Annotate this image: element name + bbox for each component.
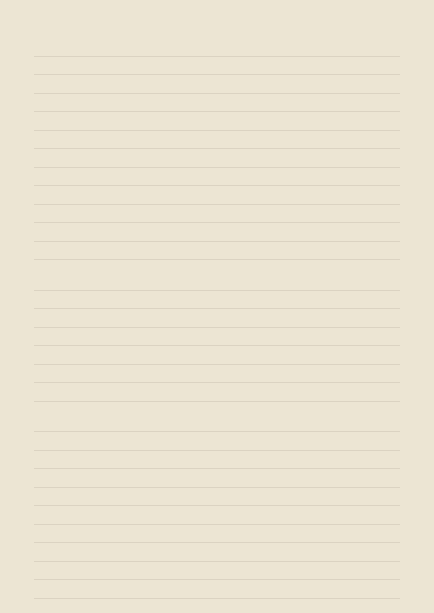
paragraph — [34, 272, 400, 402]
body-text — [34, 38, 400, 599]
text-line — [34, 242, 400, 261]
text-line — [34, 272, 400, 291]
text-line — [34, 383, 400, 402]
text-line — [34, 186, 400, 205]
text-line — [34, 469, 400, 488]
text-line — [34, 488, 400, 507]
paragraph — [34, 414, 400, 599]
text-line — [34, 38, 400, 57]
text-line — [34, 525, 400, 544]
text-line — [34, 131, 400, 150]
text-line — [34, 562, 400, 581]
text-line — [34, 205, 400, 224]
text-line — [34, 168, 400, 187]
text-line — [34, 223, 400, 242]
text-line — [34, 149, 400, 168]
text-line — [34, 328, 400, 347]
paragraph — [34, 38, 400, 260]
text-line — [34, 309, 400, 328]
text-line — [34, 432, 400, 451]
text-line — [34, 94, 400, 113]
text-line — [34, 543, 400, 562]
text-line — [34, 506, 400, 525]
text-line — [34, 75, 400, 94]
text-line — [34, 580, 400, 599]
text-line — [34, 112, 400, 131]
text-line — [34, 365, 400, 384]
text-line — [34, 291, 400, 310]
text-line — [34, 414, 400, 433]
text-line — [34, 57, 400, 76]
text-line — [34, 346, 400, 365]
text-line — [34, 451, 400, 470]
